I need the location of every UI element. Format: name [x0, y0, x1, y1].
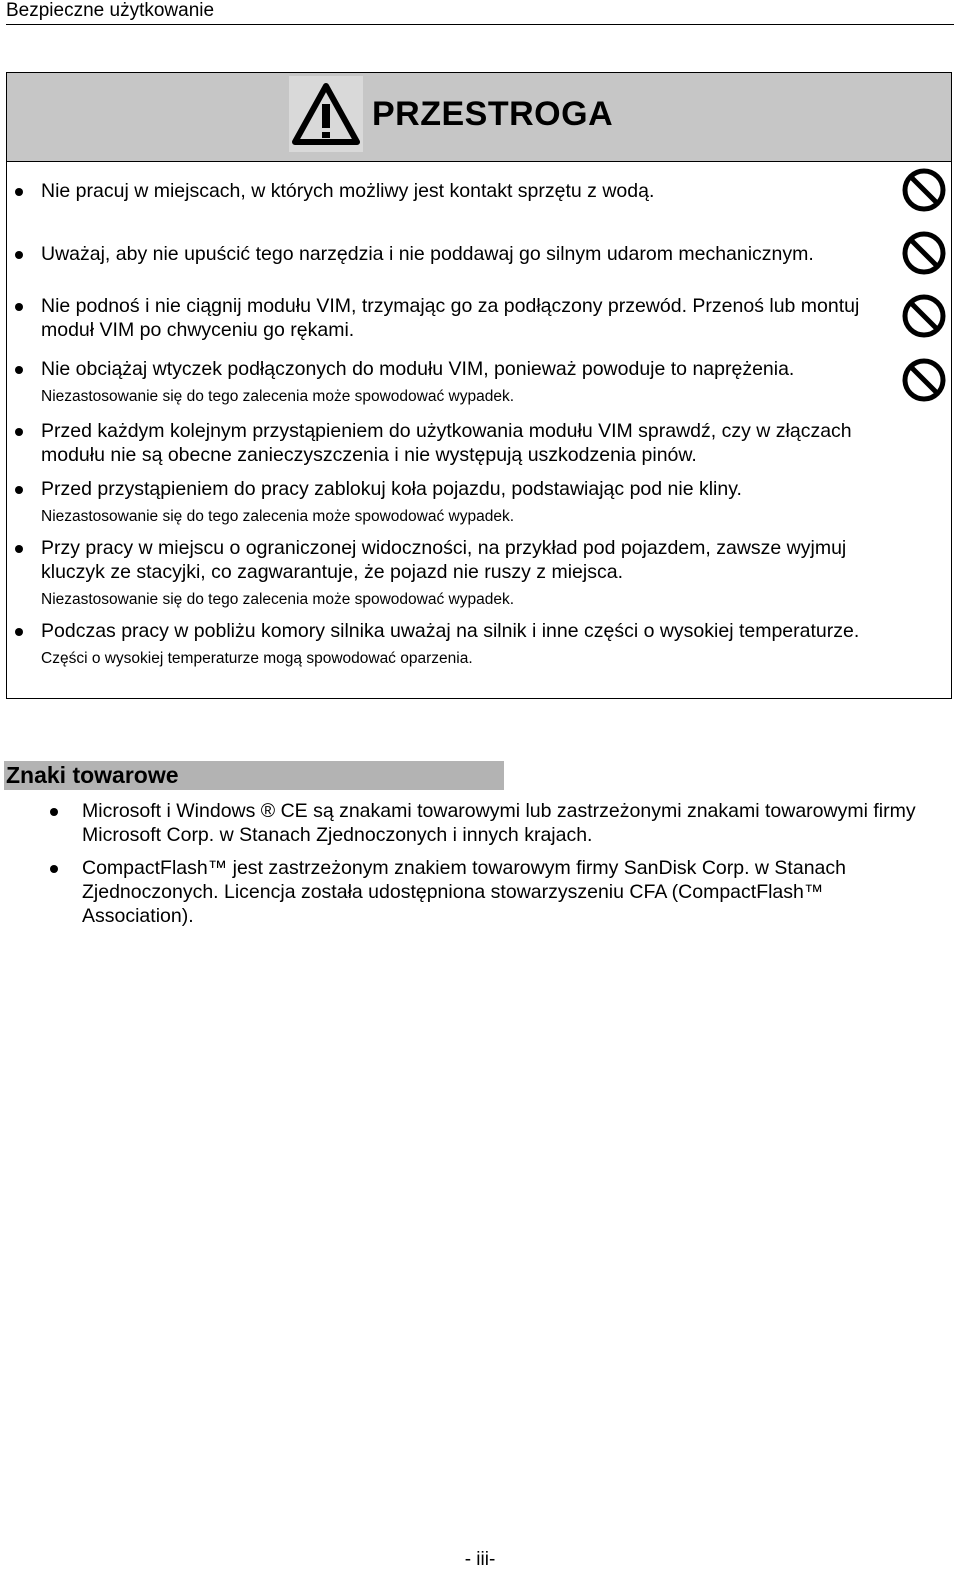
caution-item-text: Podczas pracy w pobliżu komory silnika uważaj na silnik i inne części o wysokiej temperaturze. — [41, 620, 860, 642]
prohibition-icon — [901, 230, 947, 276]
caution-item-text: Przy pracy w miejscu o ograniczonej widoczności, na przykład pod pojazdem, zawsze wyjmuj kluczyk ze stacyjki, co zagwarantuje, że pojazd nie ruszy z miejsca. — [41, 537, 847, 583]
caution-header — [7, 73, 951, 162]
bullet-icon — [15, 303, 23, 311]
prohibition-icon — [901, 167, 947, 213]
bullet-icon — [15, 628, 23, 636]
prohibition-icon — [901, 357, 947, 403]
bullet-icon — [15, 366, 23, 374]
trademarks-heading: Znaki towarowe — [4, 761, 504, 790]
caution-item — [41, 419, 871, 467]
caution-item-text: Nie pracuj w miejscach, w których możliwy jest kontakt sprzętu z wodą. — [41, 180, 655, 202]
caution-box — [6, 72, 952, 699]
caution-title: PRZESTROGA — [372, 95, 614, 133]
caution-item-note: Niezastosowanie się do tego zalecenia może spowodować wypadek. — [41, 388, 515, 405]
caution-item — [41, 179, 871, 203]
caution-item — [41, 357, 871, 407]
caution-item-text: Nie obciążaj wtyczek podłączonych do modułu VIM, ponieważ powoduje to naprężenia. — [41, 358, 795, 380]
caution-item — [41, 536, 871, 610]
caution-item-text: Nie podnoś i nie ciągnij modułu VIM, trzymając go za podłączony przewód. Przenoś lub montuj moduł VIM po chwyceniu go rękami. — [41, 295, 860, 341]
trademark-item-text: CompactFlash™ jest zastrzeżonym znakiem towarowym firmy SanDisk Corp. w Stanach Zjednoczonych. Licencja została udostępniona stowarzyszeniu CFA (CompactFlash™ Association). — [82, 857, 846, 927]
caution-item-text: Przed każdym kolejnym przystąpieniem do użytkowania modułu VIM sprawdź, czy w złączach modułu nie są obecne zanieczyszczenia i nie występują uszkodzenia pinów. — [41, 420, 852, 466]
caution-item-note: Części o wysokiej temperaturze mogą spowodować oparzenia. — [41, 650, 473, 667]
bullet-icon — [15, 251, 23, 259]
bullet-icon — [15, 545, 23, 553]
caution-item-text: Uważaj, aby nie upuścić tego narzędzia i nie poddawaj go silnym udarom mechanicznym. — [41, 243, 814, 265]
section-title: Bezpieczne użytkowanie — [6, 0, 215, 21]
bullet-icon — [50, 808, 58, 816]
caution-item-text: Przed przystąpieniem do pracy zablokuj koła pojazdu, podstawiając pod nie kliny. — [41, 478, 742, 500]
page-header — [6, 0, 954, 25]
caution-item-note: Niezastosowanie się do tego zalecenia może spowodować wypadek. — [41, 508, 515, 525]
page-number: - iii- — [464, 1549, 496, 1570]
trademark-item-text: Microsoft i Windows ® CE są znakami towarowymi lub zastrzeżonymi znakami towarowymi firmy Microsoft Corp. w Stanach Zjednoczonych i innych krajach. — [82, 800, 916, 846]
bullet-icon — [50, 865, 58, 873]
bullet-icon — [15, 428, 23, 436]
caution-item — [41, 477, 871, 527]
caution-item-note: Niezastosowanie się do tego zalecenia może spowodować wypadek. — [41, 591, 515, 608]
warning-triangle-icon — [289, 76, 363, 152]
trademark-item — [82, 799, 932, 847]
caution-item — [41, 294, 871, 342]
bullet-icon — [15, 486, 23, 494]
caution-item — [41, 242, 871, 266]
trademark-item — [82, 856, 932, 928]
caution-item — [41, 619, 871, 669]
prohibition-icon — [901, 293, 947, 339]
bullet-icon — [15, 188, 23, 196]
